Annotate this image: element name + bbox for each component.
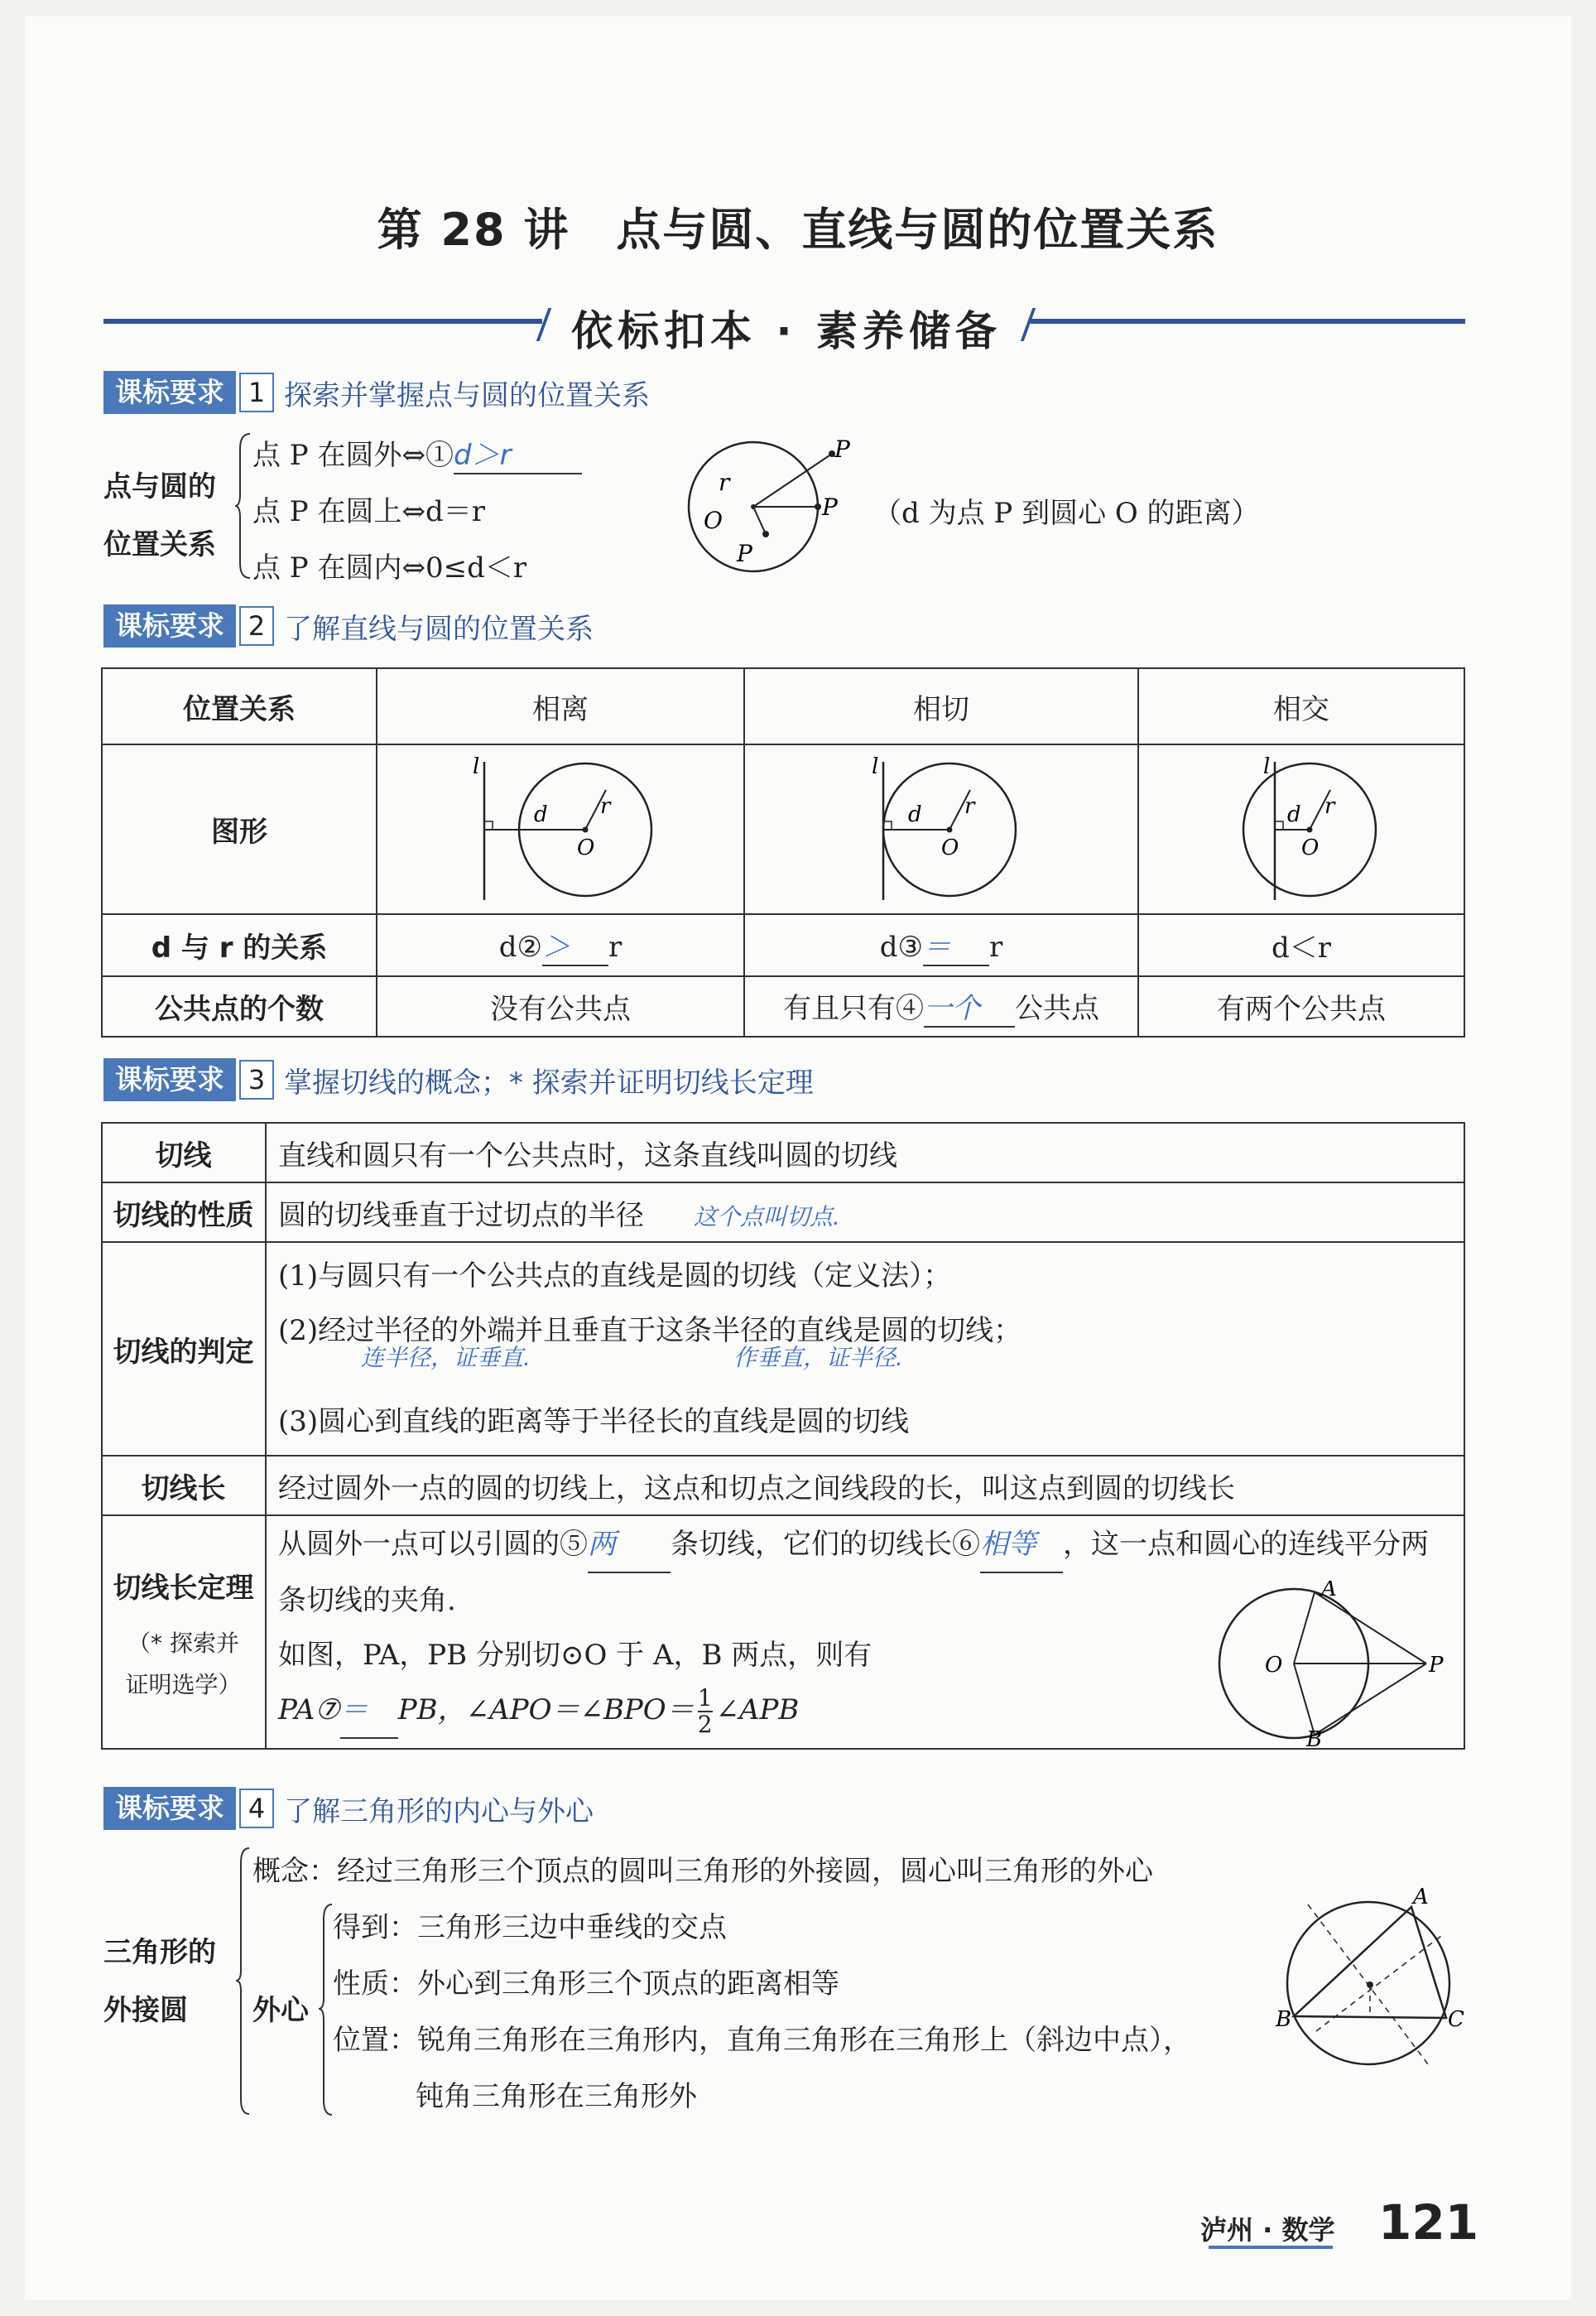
svg-text:O: O xyxy=(1301,835,1320,860)
svg-text:A: A xyxy=(1413,1885,1429,1909)
criterion-3: (3)圆心到直线的距离等于半径长的直线是圆的切线 xyxy=(278,1405,910,1438)
tangent-criteria xyxy=(266,1242,1464,1456)
svg-text:A: A xyxy=(1321,1581,1337,1601)
svg-text:l: l xyxy=(1263,754,1271,779)
fraction-half: $\frac{1}{2}$ xyxy=(697,1684,713,1738)
req-tag: 课标要求 xyxy=(103,371,236,414)
tangent-definition: 直线和圆只有一个公共点时，这条直线叫圆的切线 xyxy=(266,1123,1464,1182)
points-tangent: 有且只有④一个 公共点 xyxy=(744,976,1138,1037)
table-header: 相切 xyxy=(744,668,1138,744)
footer-rule xyxy=(1209,2246,1333,2249)
banner-rule-right xyxy=(1031,319,1465,324)
theorem-line-1: 从圆外一点可以引圆的⑤两 条切线，它们的切线长⑥相等 ，这一点和圆心的连线平分两 xyxy=(278,1517,1463,1573)
req-tag: 课标要求 xyxy=(103,1058,236,1101)
svg-text:O: O xyxy=(941,835,959,860)
row-label-relation: d 与 r 的关系 xyxy=(102,914,377,976)
svg-text:B: B xyxy=(1306,1727,1323,1746)
tangent-table xyxy=(101,1122,1465,1750)
svg-text:P: P xyxy=(1429,1653,1444,1678)
row-head-theorem: 切线长定理 （* 探索并 证明选学） xyxy=(102,1515,266,1749)
circumcenter-position-2: 钝角三角形在三角形外 xyxy=(416,2080,697,2113)
req1-line1: 点 P 在圆外⇔①d＞r xyxy=(252,432,582,474)
svg-text:d: d xyxy=(534,802,548,827)
circumcircle-diagram xyxy=(1271,1884,1469,2074)
req-number: 2 xyxy=(239,606,274,646)
req1-line2: 点 P 在圆上⇔d＝r xyxy=(252,495,485,528)
req-number: 1 xyxy=(239,373,274,412)
tangent-length-def: 经过圆外一点的圆的切线上，这点和切点之间线段的长，叫这点到圆的切线长 xyxy=(266,1456,1464,1515)
distance-note: （d 为点 P 到圆心 O 的距离） xyxy=(873,497,1260,530)
svg-text:l: l xyxy=(473,754,480,779)
answer-blank-7: ＝ xyxy=(340,1683,398,1739)
tangent-length-diagram xyxy=(1207,1581,1447,1746)
tangent-theorem xyxy=(266,1515,1464,1749)
svg-text:P: P xyxy=(834,436,850,463)
svg-text:r: r xyxy=(1324,794,1335,819)
requirement-2-header xyxy=(103,604,594,648)
page-number: 121 xyxy=(1378,2194,1479,2251)
answer-blank-2: ＞ xyxy=(542,924,608,966)
circumcenter-property: 性质：外心到三角形三个顶点的距离相等 xyxy=(333,1967,839,2001)
brace-3 xyxy=(317,1903,334,2116)
svg-text:l: l xyxy=(872,754,879,779)
brace-label-1: 点与圆的 xyxy=(103,470,216,503)
line-circle-table xyxy=(101,667,1465,1038)
row-head-length: 切线长 xyxy=(102,1456,266,1515)
table-header: 位置关系 xyxy=(102,668,377,744)
theorem-line-2: 条切线的夹角. xyxy=(278,1584,456,1617)
answer-blank-3: ＝ xyxy=(923,924,989,966)
svg-text:d: d xyxy=(1287,802,1301,827)
points-intersect: 有两个公共点 xyxy=(1138,976,1464,1037)
answer-blank-1: d＞r xyxy=(454,432,582,474)
answer-blank-4: 一个 xyxy=(924,985,1015,1028)
row-head-property: 切线的性质 xyxy=(102,1182,266,1242)
req1-line3: 点 P 在圆内⇔0≤d＜r xyxy=(252,551,527,585)
table-header: 相交 xyxy=(1138,668,1464,744)
figure-intersect xyxy=(1138,744,1464,914)
svg-text:C: C xyxy=(1448,2007,1464,2032)
criterion-1: (1)与圆只有一个公共点的直线是圆的切线（定义法）； xyxy=(278,1259,952,1293)
handwritten-note: 作垂直，证半径. xyxy=(733,1344,903,1371)
req-tag: 课标要求 xyxy=(103,604,236,648)
tangent-diagram xyxy=(817,747,1065,904)
req-number: 3 xyxy=(239,1060,274,1100)
theorem-line-3: 如图，PA，PB 分别切⊙O 于 A，B 两点，则有 xyxy=(278,1639,873,1672)
relation-tangent: d③＝ r xyxy=(744,914,1138,976)
figure-separate xyxy=(377,744,744,914)
separate-diagram xyxy=(436,747,685,904)
figure-tangent xyxy=(744,744,1138,914)
points-separate: 没有公共点 xyxy=(377,976,744,1037)
section-banner: 依标扣本 · 素养储备 xyxy=(571,307,1002,355)
svg-text:r: r xyxy=(719,469,730,496)
lesson-title: 第 28 讲 点与圆、直线与圆的位置关系 xyxy=(377,204,1219,256)
handwritten-note: 这个点叫切点. xyxy=(694,1202,840,1230)
svg-text:P: P xyxy=(737,540,752,567)
svg-text:r: r xyxy=(600,794,611,819)
row-head-tangent: 切线 xyxy=(102,1123,266,1182)
banner-rule-left xyxy=(103,319,542,324)
row-label-points: 公共点的个数 xyxy=(102,976,377,1037)
svg-text:B: B xyxy=(1276,2007,1292,2032)
svg-text:O: O xyxy=(704,507,723,534)
req-text: 探索并掌握点与圆的位置关系 xyxy=(284,378,650,412)
brace-1 xyxy=(233,432,252,580)
answer-blank-6: 相等 xyxy=(980,1517,1063,1573)
circumcircle-concept: 概念：经过三角形三个顶点的圆叫三角形的外接圆，圆心叫三角形的外心 xyxy=(252,1855,1153,1888)
footer-label: 泸州 · 数学 xyxy=(1200,2214,1335,2246)
circumcircle-label-2: 外接圆 xyxy=(103,1994,188,2027)
theorem-line-4: PA⑦＝ PB，∠APO＝∠BPO＝ $\frac{1}{2}$ ∠APB xyxy=(278,1684,800,1738)
relation-separate: d②＞ r xyxy=(377,914,744,976)
circumcircle-label-1: 三角形的 xyxy=(103,1936,216,1969)
svg-text:r: r xyxy=(964,794,975,819)
brace-label-2: 位置关系 xyxy=(103,528,216,561)
row-head-criteria: 切线的判定 xyxy=(102,1242,266,1456)
requirement-4-header xyxy=(103,1787,594,1830)
circumcenter-label: 外心 xyxy=(252,1994,309,2027)
intersect-diagram xyxy=(1177,747,1425,904)
brace-2 xyxy=(234,1847,251,2116)
svg-text:O: O xyxy=(577,835,595,860)
circumcenter-get: 得到：三角形三边中垂线的交点 xyxy=(333,1911,727,1944)
criterion-2: (2)经过半径的外端并且垂直于这条半径的直线是圆的切线； xyxy=(278,1314,1022,1347)
tangent-property: 圆的切线垂直于过切点的半径 这个点叫切点. xyxy=(266,1182,1464,1242)
svg-text:P: P xyxy=(822,494,838,521)
requirement-1-header xyxy=(103,371,650,414)
circumcenter-position-1: 位置：锐角三角形在三角形内，直角三角形在三角形上（斜边中点）， xyxy=(333,2024,1191,2057)
req-text: 了解三角形的内心与外心 xyxy=(284,1794,594,1828)
req-text: 掌握切线的概念；* 探索并证明切线长定理 xyxy=(284,1066,814,1100)
answer-blank-5: 两 xyxy=(588,1517,671,1573)
relation-intersect: d＜r xyxy=(1138,914,1464,976)
svg-text:O: O xyxy=(1265,1653,1283,1678)
table-header: 相离 xyxy=(377,668,744,744)
row-label-figure: 图形 xyxy=(102,744,377,914)
requirement-3-header xyxy=(103,1058,814,1101)
req-number: 4 xyxy=(239,1789,274,1828)
point-circle-figure xyxy=(654,431,861,580)
svg-text:d: d xyxy=(908,802,922,827)
handwritten-note: 连半径，证垂直. xyxy=(361,1344,531,1371)
req-tag: 课标要求 xyxy=(103,1787,236,1830)
req-text: 了解直线与圆的位置关系 xyxy=(284,612,594,646)
